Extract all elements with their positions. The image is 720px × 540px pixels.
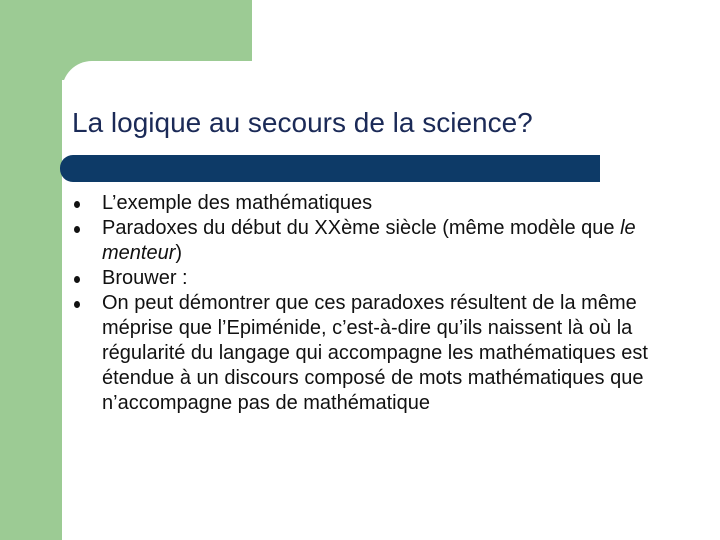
bullet-item-maths-example: [72, 191, 672, 216]
title-underline-bar: [60, 155, 600, 182]
bullet-text-after: ): [175, 242, 183, 264]
bullet-text: [102, 216, 672, 266]
bullet-list: [72, 191, 672, 416]
bullet-text-italic: le menteur: [102, 217, 636, 264]
slide-title: La logique au secours de la science?: [72, 107, 533, 138]
bullet-text: Brouwer :: [102, 267, 188, 289]
bullet-dot-icon: [74, 276, 80, 283]
bullet-item-brouwer: [72, 266, 672, 291]
bullet-dot-icon: [74, 201, 80, 208]
bullet-item-paradoxes: [72, 216, 672, 266]
bullet-text: L’exemple des mathématiques: [102, 192, 373, 214]
decorative-green-bar-left: [0, 0, 62, 540]
bullet-dot-icon: [74, 226, 80, 233]
bullet-dot-icon: [74, 301, 80, 308]
bullet-text: On peut démontrer que ces paradoxes résultent de la même méprise que l’Epiménide, c’est-à-dire qu’ils naissent là où la régularité du langage qui accompagne les mathématiques est étendue à un discours composé de mots mathématiques que n’accompagne pas de mathématique: [102, 292, 648, 414]
bullet-item-demonstration: [72, 291, 672, 416]
bullet-text-before: Paradoxes du début du XXème siècle (même modèle que: [102, 217, 621, 239]
